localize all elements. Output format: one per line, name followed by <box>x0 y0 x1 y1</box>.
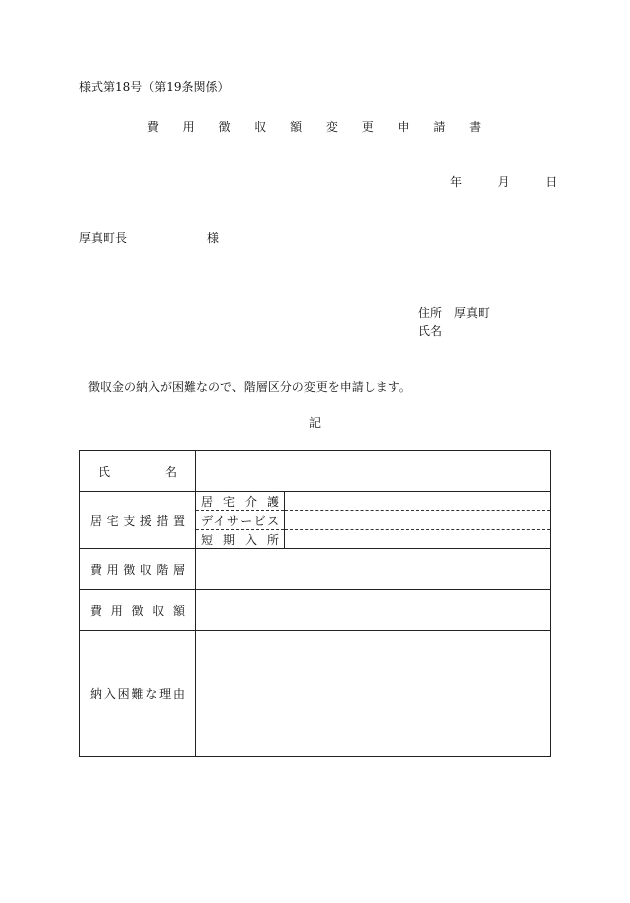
support-item-home-care: 居宅介護 <box>196 492 285 511</box>
reason-field[interactable] <box>196 631 551 757</box>
support-home-care-field[interactable] <box>285 492 551 511</box>
name-label: 氏名 <box>418 324 443 338</box>
support-day-service-field[interactable] <box>285 511 551 530</box>
amount-header: 費用徴収額 <box>80 590 196 631</box>
name-field[interactable] <box>196 451 551 492</box>
recipient-name: 厚真町長 <box>79 231 128 245</box>
name-header: 氏名 <box>80 451 196 492</box>
applicant-address <box>418 306 490 320</box>
amount-field[interactable] <box>196 590 551 631</box>
address-value: 厚真町 <box>454 306 491 320</box>
recipient-line <box>79 231 220 245</box>
support-item-day-service: デイサービス <box>196 511 285 530</box>
level-header: 費用徴収階層 <box>80 549 196 590</box>
document-title: 費 用 徴 収 額 変 更 申 請 書 <box>146 120 492 134</box>
request-statement: 徴収金の納入が困難なので、階層区分の変更を申請します。 <box>88 380 411 394</box>
level-field[interactable] <box>196 549 551 590</box>
year-label: 年 <box>450 175 463 189</box>
application-table <box>79 450 551 757</box>
reason-header: 納入困難な理由 <box>80 631 196 757</box>
day-label: 日 <box>545 175 558 189</box>
support-header: 居宅支援措置 <box>80 492 196 549</box>
support-short-stay-field[interactable] <box>285 530 551 549</box>
support-item-short-stay: 短期入所 <box>196 530 285 549</box>
honorific: 様 <box>207 231 220 245</box>
applicant-name <box>418 324 442 338</box>
ki-heading: 記 <box>308 416 321 430</box>
address-label: 住所 <box>418 306 443 320</box>
form-number-label: 様式第18号（第19条関係） <box>79 80 230 94</box>
date-line <box>450 175 557 189</box>
month-label: 月 <box>497 175 510 189</box>
